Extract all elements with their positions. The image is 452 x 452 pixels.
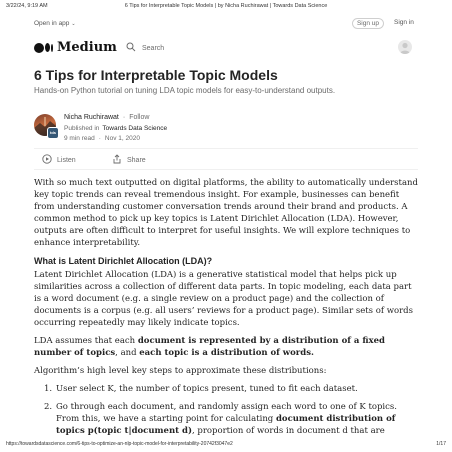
user-avatar-icon[interactable] [398,40,412,54]
print-url: https://towardsdatascience.com/6-tips-to-optimize-an-nlp-topic-model-for-interpretability-20742f3047e2 [6,441,233,447]
search-icon [126,39,136,57]
print-datetime: 3/22/24, 9:19 AM [6,3,48,9]
list-item-text: User select K, the number of topics present, tuned to fit each dataset. [56,384,358,394]
sign-up-button[interactable]: Sign up [352,18,384,29]
share-button[interactable] [112,154,146,166]
publish-date: Nov 1, 2020 [104,135,140,142]
section-heading: What is Latent Dirichlet Allocation (LDA)? [34,256,213,266]
list-item [44,383,418,395]
list-number: 1. [44,384,53,394]
article-subtitle: Hands-on Python tutorial on tuning LDA topic models for easy-to-understand outputs. [34,86,336,95]
print-header [6,3,446,11]
open-in-app-link[interactable] [34,20,76,27]
list-item-text: Go through each document, and randomly assign each word to one of K topics. From this, we have a starting point for calculating document distribution of topics p(topic t|document d), proportion of words in document d that are [56,402,397,436]
article-body [34,177,418,443]
sign-in-link[interactable]: Sign in [394,19,414,26]
bold-text: each topic is a distribution of words. [139,348,314,358]
open-in-app-label: Open in app [34,20,70,27]
listen-label: Listen [57,156,76,164]
publication-name[interactable]: Towards Data Science [102,125,168,132]
search-bar[interactable] [122,40,222,56]
search-input[interactable]: Search [142,44,165,52]
separator-dot: · [122,114,126,121]
read-time: 9 min read [64,135,95,142]
paragraph-lda-assumption: LDA assumes that each document is represented by a distribution of a fixed number of topics, and each topic is a distribution of words. [34,336,385,358]
author-line [64,114,149,121]
topbar [0,14,452,64]
print-document-title: 6 Tips for Interpretable Topic Models | by Nicha Ruchirawat | Towards Data Science [124,3,328,9]
paragraph-intro: With so much text outputted on digital platforms, the ability to automatically understand key topic trends can reveal tremendous insight. For example, businesses can benefit from understanding customer conversation trends around their brand and products. A common method to pick up key topics is Latent Dirichlet Allocation (LDA). However, outputs are often difficult to interpret for useful insights. We will explore techniques to enhance interpretability. [34,178,418,248]
medium-logo[interactable] [34,40,117,55]
article-title: 6 Tips for Interpretable Topic Models [34,67,278,83]
listen-button[interactable] [42,154,76,166]
paragraph-lda-definition: Latent Dirichlet Allocation (LDA) is a generative statistical model that helps pick up similarities across a collection of different data parts. In topic modeling, each data part is a word document (e.g. a single review on a product page) and the collection of documents is a corpus (e.g. all users’ reviews for a product page). Similar sets of words occurring repeatedly may likely indicate topics. [34,270,413,328]
separator-dot: · [98,135,101,142]
share-label: Share [127,156,146,164]
ordered-list [44,383,418,437]
published-in-label: Published in [64,125,100,132]
publication-line [64,125,167,132]
print-footer [6,441,446,449]
share-icon [112,154,122,166]
list-item [44,401,418,437]
article-meta [64,135,140,142]
medium-logo-icon [34,43,53,53]
publication-avatar[interactable]: tds [47,127,59,139]
play-icon [42,154,52,166]
author-name[interactable]: Nicha Ruchirawat [64,114,119,121]
list-number: 2. [44,402,53,412]
medium-logo-text: Medium [57,40,117,55]
print-page-number: 1/17 [436,441,446,447]
follow-button[interactable]: Follow [129,114,150,121]
action-bar [34,148,418,170]
bold-text: document distribution of topics p(topic t|document d) [56,414,396,436]
chevron-down-icon: ⌄ [71,20,76,27]
bold-text: document is represented by a distribution of a fixed number of topics [34,336,385,358]
paragraph-algorithm-intro: Algorithm’s high level key steps to approximate these distributions: [34,366,327,376]
